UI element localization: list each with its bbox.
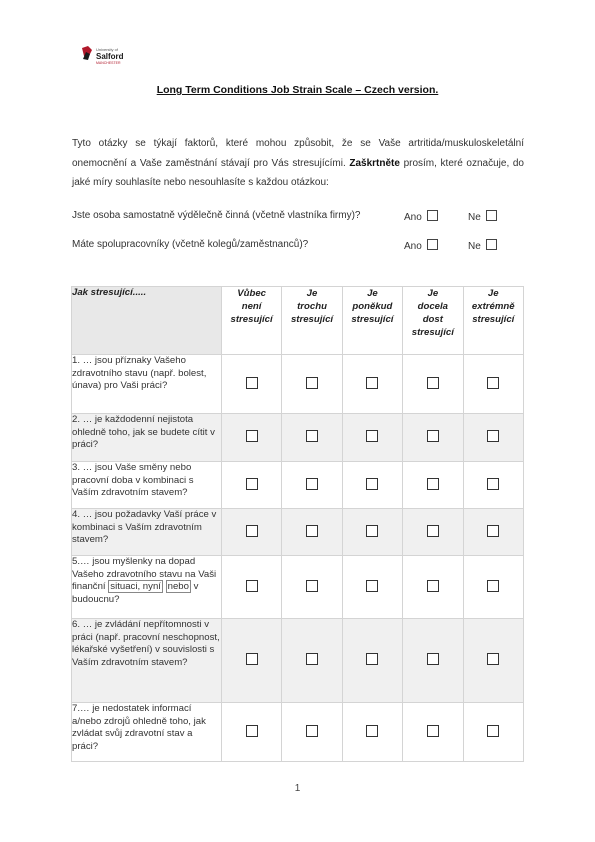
table-header-row bbox=[72, 287, 524, 355]
boxed-text: nebo bbox=[167, 581, 189, 592]
rating-checkbox[interactable] bbox=[366, 725, 378, 737]
rating-checkbox[interactable] bbox=[427, 725, 439, 737]
intro-text-1: Tyto otázky se týkají faktorů, které mohou způsobit, že se Vaše artritida/muskuloskeletální onemocnění a Vaše zaměstnání stávají pro Vás stresujícími. bbox=[72, 138, 524, 169]
yes-label: Ano bbox=[404, 212, 422, 223]
item-text: 2. … je každodenní nejistota ohledně toho, jak se budete cítit v práci? bbox=[72, 414, 222, 462]
item-text: 4. … jsou požadavky Vaší práce v kombinaci s Vaším zdravotním stavem? bbox=[72, 509, 222, 556]
item-text: 7.… je nedostatek informací a/nebo zdrojů ohledně toho, jak zvládat svůj zdravotní stav a práci? bbox=[72, 703, 222, 762]
rating-checkbox[interactable] bbox=[306, 478, 318, 490]
column-header-5: Je extrémně stresující bbox=[463, 287, 523, 355]
yes-checkbox[interactable] bbox=[427, 239, 438, 250]
rating-checkbox[interactable] bbox=[246, 580, 258, 592]
rating-checkbox[interactable] bbox=[306, 430, 318, 442]
no-label: Ne bbox=[468, 212, 481, 223]
column-header-2: Je trochu stresující bbox=[282, 287, 342, 355]
rating-checkbox[interactable] bbox=[366, 525, 378, 537]
svg-text:University of: University of bbox=[96, 47, 119, 52]
no-checkbox[interactable] bbox=[486, 210, 497, 221]
rating-checkbox[interactable] bbox=[487, 377, 499, 389]
rating-checkbox[interactable] bbox=[366, 478, 378, 490]
intro-paragraph bbox=[72, 134, 524, 193]
rating-checkbox[interactable] bbox=[246, 725, 258, 737]
document-title: Long Term Conditions Job Strain Scale – Czech version. bbox=[156, 84, 439, 96]
table-row bbox=[72, 509, 524, 556]
rating-checkbox[interactable] bbox=[246, 653, 258, 665]
rating-checkbox[interactable] bbox=[306, 525, 318, 537]
no-checkbox[interactable] bbox=[486, 239, 497, 250]
rating-checkbox[interactable] bbox=[487, 525, 499, 537]
column-header-4: Je docela dost stresující bbox=[403, 287, 463, 355]
rating-checkbox[interactable] bbox=[427, 525, 439, 537]
page-number: 1 bbox=[294, 783, 301, 794]
screening-question-text: Máte spolupracovníky (včetně kolegů/zaměstnanců)? bbox=[72, 239, 309, 250]
job-strain-table bbox=[71, 286, 524, 762]
svg-text:MANCHESTER: MANCHESTER bbox=[96, 61, 121, 65]
table-row bbox=[72, 556, 524, 619]
no-option bbox=[468, 210, 497, 223]
rating-checkbox[interactable] bbox=[487, 580, 499, 592]
column-header-1: Vůbec není stresující bbox=[221, 287, 281, 355]
item-text: 3. … jsou Vaše směny nebo pracovní doba v kombinaci s Vaším zdravotním stavem? bbox=[72, 462, 222, 509]
table-row bbox=[72, 462, 524, 509]
rating-checkbox[interactable] bbox=[246, 377, 258, 389]
rating-checkbox[interactable] bbox=[427, 653, 439, 665]
screening-question-text: Jste osoba samostatně výdělečně činná (včetně vlastníka firmy)? bbox=[72, 210, 361, 221]
rating-checkbox[interactable] bbox=[306, 580, 318, 592]
rating-checkbox[interactable] bbox=[306, 725, 318, 737]
no-label: Ne bbox=[468, 241, 481, 252]
yes-option bbox=[404, 210, 438, 223]
university-logo bbox=[80, 44, 140, 66]
rating-checkbox[interactable] bbox=[427, 580, 439, 592]
column-header-3: Je poněkud stresující bbox=[342, 287, 402, 355]
rating-checkbox[interactable] bbox=[246, 525, 258, 537]
table-row bbox=[72, 414, 524, 462]
rating-checkbox[interactable] bbox=[427, 478, 439, 490]
svg-text:Salford: Salford bbox=[96, 52, 124, 61]
rating-checkbox[interactable] bbox=[427, 430, 439, 442]
rating-checkbox[interactable] bbox=[366, 377, 378, 389]
rating-checkbox[interactable] bbox=[306, 653, 318, 665]
item-text: 5.… jsou myšlenky na dopad Vašeho zdravotního stavu na Vaši finanční situaci, nyní nebo v budoucnu? bbox=[72, 556, 222, 619]
table-row bbox=[72, 355, 524, 414]
rating-checkbox[interactable] bbox=[487, 725, 499, 737]
rating-checkbox[interactable] bbox=[366, 653, 378, 665]
rating-checkbox[interactable] bbox=[487, 430, 499, 442]
rating-checkbox[interactable] bbox=[427, 377, 439, 389]
yes-label: Ano bbox=[404, 241, 422, 252]
rating-checkbox[interactable] bbox=[246, 430, 258, 442]
intro-text-2: prosím, které označuje, do jaké míry souhlasíte nebo nesouhlasíte s každou otázkou: bbox=[72, 157, 524, 188]
rating-checkbox[interactable] bbox=[487, 478, 499, 490]
item-text: 6. … je zvládání nepřítomnosti v práci (např. pracovní neschopnost, lékařské vyšetření) v souvislosti s Vaším zdravotním stavem? bbox=[72, 619, 222, 703]
rating-checkbox[interactable] bbox=[246, 478, 258, 490]
yes-checkbox[interactable] bbox=[427, 210, 438, 221]
rating-checkbox[interactable] bbox=[487, 653, 499, 665]
rating-checkbox[interactable] bbox=[366, 430, 378, 442]
yes-option bbox=[404, 239, 438, 252]
rating-checkbox[interactable] bbox=[306, 377, 318, 389]
item-text: 1. … jsou příznaky Vašeho zdravotního stavu (např. bolest, únava) pro Vaši práci? bbox=[72, 355, 222, 414]
boxed-text: situaci, nyní bbox=[110, 581, 161, 592]
intro-bold: Zaškrtněte bbox=[349, 157, 400, 169]
no-option bbox=[468, 239, 497, 252]
table-row bbox=[72, 703, 524, 762]
rating-checkbox[interactable] bbox=[366, 580, 378, 592]
table-header-label: Jak stresující..... bbox=[72, 287, 222, 355]
table-row bbox=[72, 619, 524, 703]
